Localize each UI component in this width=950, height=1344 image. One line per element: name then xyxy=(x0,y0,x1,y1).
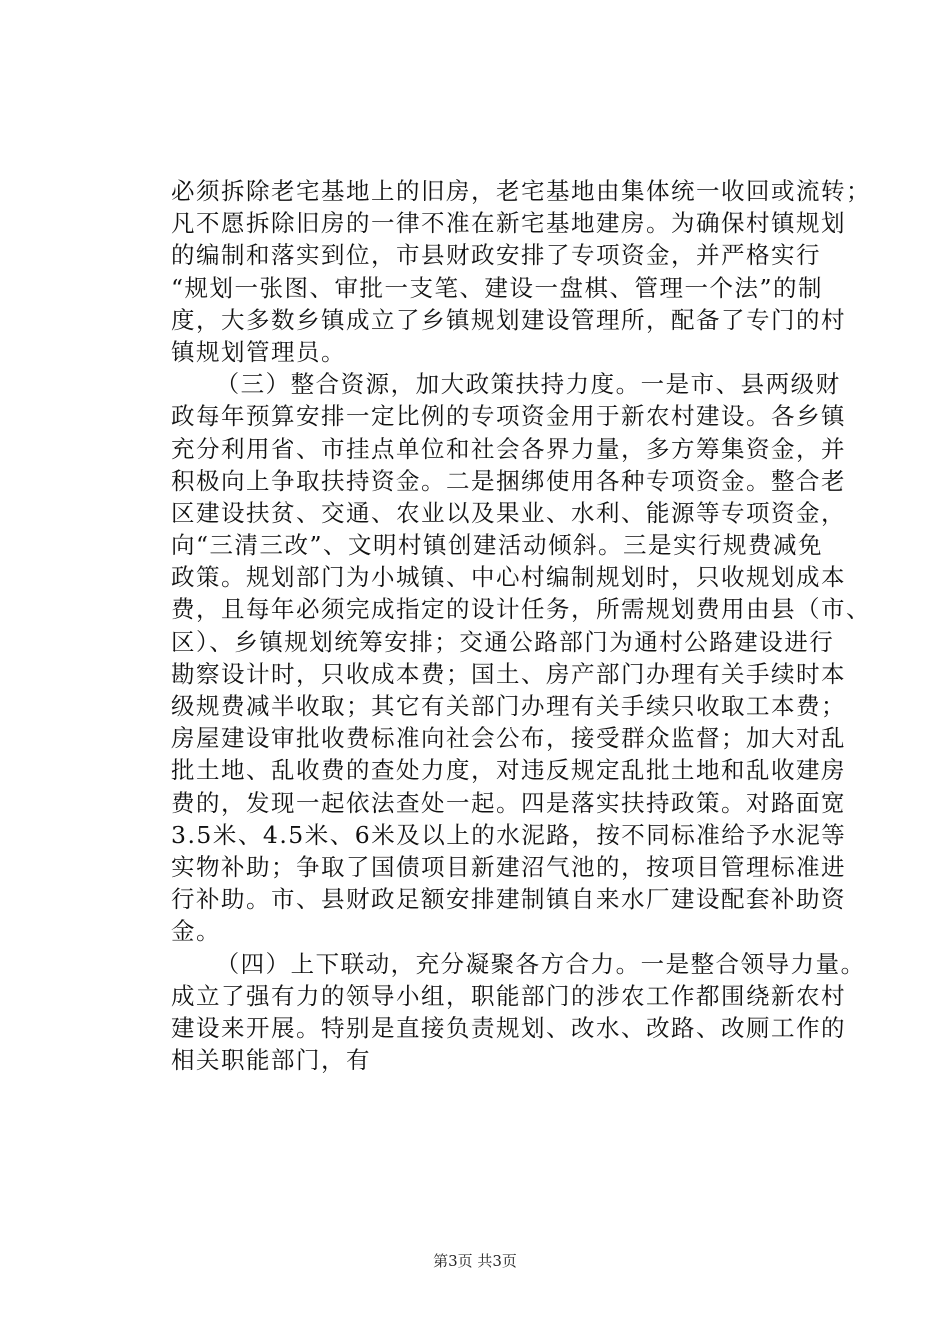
text-line: 成立了强有力的领导小组，职能部门的涉农工作都围绕新农村 xyxy=(171,981,846,1010)
text-line: 3.5米、4.5米、6米及以上的水泥路，按不同标准给予水泥等 xyxy=(171,820,847,849)
text-line: 费的，发现一起依法查处一起。四是落实扶持政策。对路面宽 xyxy=(171,788,846,817)
text-line: 向“三清三改”、文明村镇创建活动倾斜。三是实行规费减免 xyxy=(171,531,824,560)
text-line: 积极向上争取扶持资金。二是捆绑使用各种专项资金。整合老 xyxy=(171,466,846,495)
paragraph-start-line: （三）整合资源，加大政策扶持力度。一是市、县两级财 xyxy=(215,370,841,399)
text-line: 相关职能部门，有 xyxy=(171,1046,371,1075)
page-number-label: 第3页 共3页 xyxy=(433,1252,517,1270)
text-line: 区）、乡镇规划统筹安排；交通公路部门为通村公路建设进行 xyxy=(171,627,835,656)
text-line: 的编制和落实到位，市县财政安排了专项资金，并严格实行 xyxy=(171,241,821,270)
text-line: 批土地、乱收费的查处力度，对违反规定乱批土地和乱收建房 xyxy=(171,756,846,785)
text-line: 区建设扶贫、交通、农业以及果业、水利、能源等专项资金， xyxy=(171,498,846,527)
text-line: 政策。规划部门为小城镇、中心村编制规划时，只收规划成本 xyxy=(171,563,846,592)
text-line: 度，大多数乡镇成立了乡镇规划建设管理所，配备了专门的村 xyxy=(171,305,846,334)
text-line: 实物补助；争取了国债项目新建沼气池的，按项目管理标准进 xyxy=(171,852,846,881)
text-line: 建设来开展。特别是直接负责规划、改水、改路、改厕工作的 xyxy=(171,1013,846,1042)
text-line: 级规费减半收取；其它有关部门办理有关手续只收取工本费； xyxy=(171,692,846,720)
text-line: 凡不愿拆除旧房的一律不准在新宅基地建房。为确保村镇规划 xyxy=(171,209,846,238)
text-line: 政每年预算安排一定比例的专项资金用于新农村建设。各乡镇 xyxy=(171,402,846,431)
text-line: 房屋建设审批收费标准向社会公布，接受群众监督；加大对乱 xyxy=(171,724,846,753)
text-line: 费，且每年必须完成指定的设计任务，所需规划费用由县（市、 xyxy=(171,595,871,624)
text-line: 行补助。市、县财政足额安排建制镇自来水厂建设配套补助资 xyxy=(171,885,846,914)
paragraph-start-line: （四）上下联动，充分凝聚各方合力。一是整合领导力量。 xyxy=(215,949,866,978)
page-footer xyxy=(0,1250,950,1271)
text-line: 充分利用省、市挂点单位和社会各界力量，多方筹集资金，并 xyxy=(171,434,846,463)
text-line: 金。 xyxy=(171,917,221,946)
body-text xyxy=(171,175,871,1076)
text-line: 必须拆除老宅基地上的旧房，老宅基地由集体统一收回或流转； xyxy=(171,177,871,205)
text-line: “规划一张图、审批一支笔、建设一盘棋、管理一个法”的制 xyxy=(171,273,824,302)
text-line: 勘察设计时，只收成本费；国土、房产部门办理有关手续时本 xyxy=(171,659,846,688)
text-line: 镇规划管理员。 xyxy=(171,337,346,366)
